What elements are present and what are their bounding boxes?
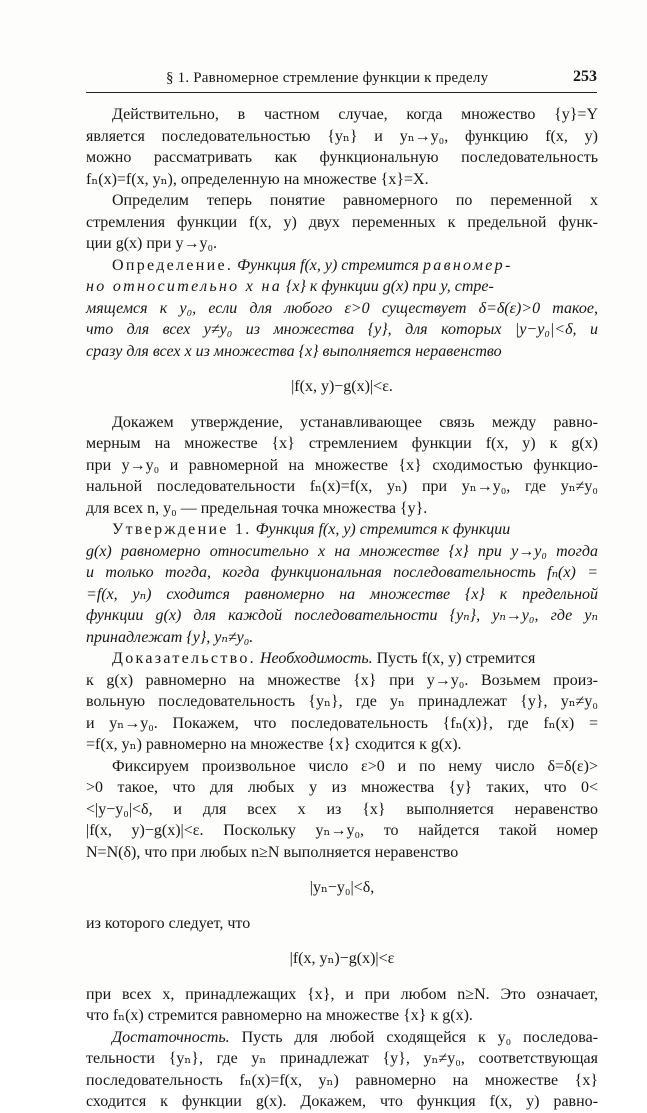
text-line: fₙ(x)=f(x, yₙ), определенную на множестве {x}=X. bbox=[86, 170, 429, 188]
text-line: сразу для всех x из множества {x} выполняется неравенство bbox=[86, 342, 502, 360]
text-line: вольную последовательность {yₙ}, где yₙ принадлежат {y}, yₙ≠y₀ bbox=[86, 693, 598, 710]
text-line: тельности {yₙ}, где yₙ принадлежат {y}, yₙ≠y₀, соответствующая bbox=[86, 1050, 598, 1067]
formula-3: |f(x, yₙ)−g(x)|<ε bbox=[289, 950, 395, 967]
page-number: 253 bbox=[573, 68, 597, 85]
spacer bbox=[86, 362, 598, 376]
text-line: что fₙ(x) стремится равномерно на множестве {x} к g(x). bbox=[86, 1007, 473, 1024]
formula-2: |yₙ−y₀|<δ, bbox=[309, 879, 375, 896]
sufficiency-text: Пусть для любой сходящейся к y₀ последова- bbox=[241, 1028, 599, 1046]
text-line: при y→y₀ и равномерной на множестве {x} сходимостью функцио- bbox=[86, 456, 598, 474]
text-line: Действительно, в частном случае, когда множество {y}=Y bbox=[112, 106, 598, 123]
page-header bbox=[86, 66, 597, 93]
spacer bbox=[86, 863, 598, 877]
statement-first-line bbox=[86, 519, 598, 541]
text-line: мящемся к y₀, если для любого ε>0 существует δ=δ(ε)>0 такое, bbox=[86, 299, 598, 317]
text-line: g(x) равномерно относительно x на множестве {x} при y→y₀ тогда bbox=[86, 542, 598, 560]
definition-label: Определение. bbox=[112, 256, 234, 274]
proof-text: Пусть f(x, y) стремится bbox=[376, 650, 536, 667]
text-line: последовательность fₙ(x)=f(x, yₙ) равномерно на множестве {x} bbox=[86, 1071, 598, 1089]
text-line: что для всех y≠y₀ из множества {y}, для которых |y−y₀|<δ, и bbox=[86, 321, 598, 338]
text-line: сходится к функции g(x). Докажем, что функция f(x, y) равно- bbox=[86, 1093, 598, 1110]
text-line: стремления функции f(x, y) двух переменных к предельной функ- bbox=[86, 213, 598, 231]
text-line: |f(x, y)−g(x)|<ε. Поскольку yₙ→y₀, то найдется такой номер bbox=[86, 822, 598, 839]
definition-emphasis: равномер- bbox=[422, 256, 513, 274]
spacer bbox=[86, 970, 598, 984]
definition-text: {x} к функции g(x) при y, стре- bbox=[286, 278, 494, 295]
text-line: >0 такое, что для любых y из множества {y} таких, что 0< bbox=[86, 779, 598, 796]
text-line: =f(x, yₙ) сходится равномерно на множестве {x} к предельной bbox=[86, 585, 598, 603]
definition-first-line bbox=[86, 255, 598, 277]
text-line: мерным на множестве {x} стремлением функции f(x, y) к g(x) bbox=[86, 435, 598, 452]
definition-second-line bbox=[86, 276, 598, 298]
text-line: и yₙ→y₀. Покажем, что последовательность {fₙ(x)}, где fₙ(x) = bbox=[86, 714, 598, 732]
proof-necessity: Необходимость. bbox=[259, 650, 373, 667]
text-line: Фиксируем произвольное число ε>0 и по нему число δ=δ(ε)> bbox=[112, 757, 598, 775]
text-line: и только тогда, когда функциональная последовательность fₙ(x) = bbox=[86, 564, 598, 581]
running-title: § 1. Равномерное стремление функции к пределу bbox=[166, 70, 489, 86]
definition-emphasis: но относительно x на bbox=[86, 278, 283, 295]
text-line: для всех n, y₀ — предельная точка множества {y}. bbox=[86, 499, 428, 517]
spacer bbox=[86, 899, 598, 913]
spacer bbox=[86, 934, 598, 948]
statement-label: Утверждение 1. bbox=[112, 521, 252, 538]
text-line: нальной последовательности fₙ(x)=f(x, yₙ) при yₙ→y₀, где yₙ≠y₀ bbox=[86, 478, 598, 495]
text-line: <|y−y₀|<δ, и для всех x из {x} выполняется неравенство bbox=[86, 800, 598, 818]
text-line: Докажем утверждение, устанавливающее связь между равно- bbox=[112, 413, 598, 431]
text-line: к g(x) равномерно на множестве {x} при y→y₀. Возьмем произ- bbox=[86, 671, 598, 689]
proof-first-line bbox=[86, 648, 598, 670]
text-line: ции g(x) при y→y₀. bbox=[86, 235, 218, 252]
sufficiency-first-line bbox=[86, 1027, 598, 1049]
sufficiency-label: Достаточность. bbox=[112, 1028, 230, 1046]
definition-text: Функция f(x, y) стремится bbox=[237, 256, 419, 274]
text-line: можно рассматривать как функциональную последовательность bbox=[86, 149, 598, 166]
text-line: является последовательностью {yₙ} и yₙ→y₀, функцию f(x, y) bbox=[86, 127, 598, 145]
text-line: при всех x, принадлежащих {x}, и при любом n≥N. Это означает, bbox=[86, 985, 598, 1003]
statement-text: Функция f(x, y) стремится к функции bbox=[255, 521, 511, 538]
text-line: из которого следует, что bbox=[86, 914, 251, 932]
text-line: N=N(δ), что при любых n≥N выполняется неравенство bbox=[86, 843, 459, 861]
text-line: =f(x, yₙ) равномерно на множестве {x} сходится к g(x). bbox=[86, 736, 462, 753]
spacer bbox=[86, 398, 598, 412]
text-line: принадлежат {y}, yₙ≠y₀. bbox=[86, 628, 254, 646]
text-line: функции g(x) для каждой последовательности {yₙ}, yₙ→y₀, где yₙ bbox=[86, 607, 598, 624]
proof-label: Доказательство. bbox=[112, 650, 256, 667]
formula-1: |f(x, y)−g(x)|<ε. bbox=[291, 378, 393, 395]
text-line: Определим теперь понятие равномерного по переменной x bbox=[112, 192, 598, 209]
page-body bbox=[86, 104, 598, 1113]
